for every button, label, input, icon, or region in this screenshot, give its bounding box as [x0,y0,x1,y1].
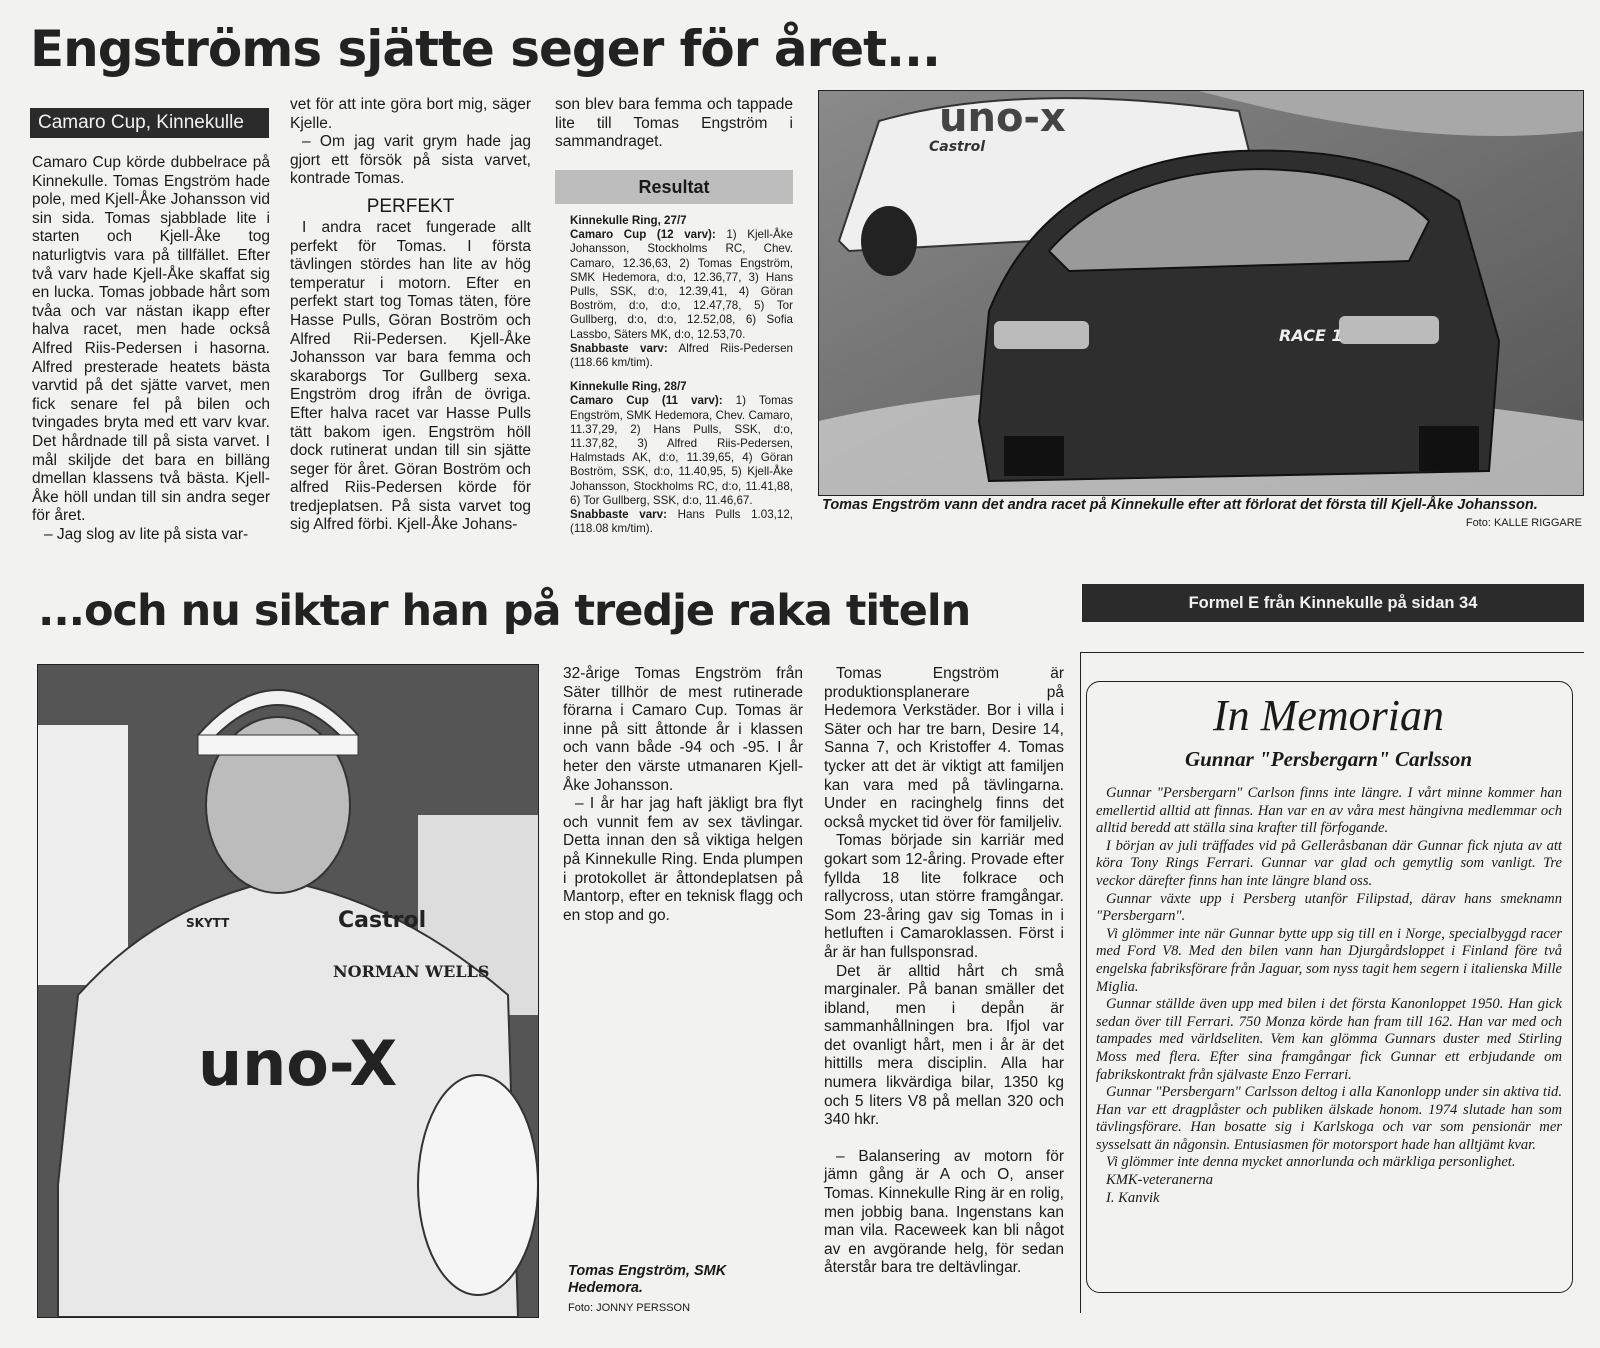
photo-text-norman-wells: NORMAN WELLS [333,962,490,981]
bottom-column-2 [824,665,1064,1278]
paragraph: Det är alltid hårt ch små marginaler. På banan smäller det ibland, men i depån är sammanhållningen bra. Ifjol var det ovanligt hårt, men i år är det hittills mera disciplin. Alla har numera likvärdiga bilar, 1350 kg och 5 liters V8 på mellan 320 och 340 hkr. [824,962,1064,1129]
paragraph: – Jag slog av lite på sista var- [44,525,249,543]
photo-text-unox: uno-x [939,95,1066,141]
top-column-3 [555,96,793,152]
race-car-image [819,91,1583,495]
photo-text-castrol: Castrol [929,139,986,155]
paragraph: Camaro Cup körde dubbelrace på Kinnekulle. Tomas Engström hade pole, med Kjell-Åke Johansson vid sin sida. Tomas sjabblade lite i starten och Kjell-Åke tog naturligtvis vara på tillfället. Efter två varv hade Kjell-Åke skaffat sig en lucka. Tomas jobbade hårt som tvåa och var nästan ikapp efter halva racet, men hade också Alfred Riis-Pedersen i hasorna. Alfred presterade heatets bästa varvtid på det sjätte varvet, men fick senare fel på bilen och tvingades bryta med ett varv kvar. Det hårdnade till på sista varvet. I mål skiljde det bara en billäng dmellan klassens två bästa. Kjell-Åke höll undan till sin andra seger för året. [32,154,270,525]
paragraph: Tomas Engström är produktionsplanerare på Hedemora Verkstäder. Bor i villa i Säter och har tre barn, Desire 14, Sanna 7, och Kristoffer 4. Tomas tycker att det är viktigt att familjen kan vara med på tävlingarna. Under en racinghelg finns det också mycket tid över för familjeliv. [824,665,1064,831]
results-race1-text: 1) Kjell-Åke Johansson, Stockholms RC, Chev. Camaro, 12.36,63, 2) Tomas Engström, SMK Hedemora, d:o, 12.36,77, 3) Hans Pulls, SSK, d:o, 12.39,41, 4) Göran Boström, d:o, d:o, 12.47,78, 5) Tor Gullberg, d:o, d:o, 12.52,08, 6) Sofia Lassbo, Säters MK, d:o, 12.53,70. [570,228,793,341]
photo-text-race1: RACE 1 [1279,326,1343,345]
results-race2-head: Kinnekulle Ring, 28/7 [570,380,687,394]
driver-portrait-image [38,665,538,1317]
bottom-headline: ...och nu siktar han på tredje raka titeln [38,586,971,636]
results-race1-class: Camaro Cup (12 varv): [570,228,716,242]
top-column-2 [290,96,531,535]
results-race1-head: Kinnekulle Ring, 27/7 [570,214,687,227]
section-label: Camaro Cup, Kinnekulle [30,108,269,138]
results-race1-fast: Alfred Riis-Pedersen (118.66 km/tim). [570,341,793,370]
paragraph: Gunnar "Persbergarn" Carlson finns inte längre. I vårt minne kommer han emellertid alltid att finnas. Han var en av våra mest hängivna medlemmar och alltid beredd att ställa sina krafter till förfogande. [1096,785,1562,837]
results-race1-fast-label: Snabbaste varv: [570,341,668,355]
photo-text-unox-suit: uno-X [198,1027,398,1100]
paragraph: – Om jag varit grym hade jag gjort ett försök på sista varvet, kontrade Tomas. [290,133,531,188]
subhead: PERFEKT [366,195,455,217]
portrait-photo [37,664,539,1318]
memoriam-signature-1: KMK-veteranerna [1106,1172,1213,1189]
results-race2-class: Camaro Cup (11 varv): [570,394,723,408]
paragraph: I början av juli träffades vid på Gelleråsbanan där Gunnar fick njuta av att köra Tony Rings Ferrari. Gunnar var glad och gemytlig som vanligt. Tre veckor därefter finns han inte längre bland oss. [1096,837,1562,889]
memoriam-title: In Memorian [1213,691,1444,740]
paragraph: Gunnar "Persbergarn" Carlsson deltog i alla Kanonlopp under sin aktiva tid. Han var ett dragplåster och publiken älskade honom. 1974 slutade han som tävlingsförare. Han bosatte sig i Karlskoga och var som pensionär mer sysselsatt än någonsin. Entusiasmen för motorsport hade han alltjämt kvar. [1096,1084,1562,1153]
paragraph: 32-årige Tomas Engström från Säter tillhör de mest rutinerade förarna i Camaro Cup. Tomas är inne på sitt åttonde år i klassen och vann både -94 och -95. I år heter den värste utmanaren Kjell-Åke Johansson. [563,665,803,794]
results-race2-text: 1) Tomas Engström, SMK Hedemora, Chev. Camaro, 11.37,29, 2) Hans Pulls, SSK, d:o, 11.37,82, 3) Alfred Riis-Pedersen, Halmstads AK, d:o, 11.39,65, 4) Göran Boström, SSK, d:o, 11.40,95, 5) Kjell-Åke Johansson, Stockholms RC, d:o, 11.41,88, 6) Tor Gullberg, SSK, d:o, 11.46,67. [570,394,793,507]
paragraph: Gunnar ställde även upp med bilen i det första Kanonloppet 1950. Han gick sedan över till Ferrari. 750 Monza körde han fram till 162. Han var med och tampades med världseliten. Vem kan glömma Gunnars duster med Stirling Moss med flera. Efter sina framgångar fick Gunnar ett erbjudande om fabrikskontrakt från självaste Enzo Ferrari. [1096,996,1562,1083]
memoriam-signature-2: I. Kanvik [1106,1189,1160,1206]
portrait-credit: Foto: JONNY PERSSON [568,1302,691,1314]
results-title: Resultat [555,170,793,204]
portrait-caption: Tomas Engström, SMK Hedemora. [568,1263,727,1296]
paragraph: – I år har jag haft jäkligt bra flyt och vunnit fem av sex tävlingar. Detta innan den så viktiga helgen på Kinnekulle Ring. Enda plumpen i protokollet är åttondeplatsen på Mantorp, efter en teknisk flagg och en stop and go. [563,795,803,924]
paragraph: Gunnar växte upp i Persberg utanför Filipstad, därav hans smeknamn "Persbergarn". [1096,890,1562,925]
photo-text-skytt: SKYTT [186,916,230,930]
paragraph: Tomas började sin karriär med gokart som 12-åring. Provade efter fyllda 18 lite folkrace och rallycross, utan större framgångar. Som 23-åring gav sig Tomas in i hetluften i Camaroklassen. Först i år är han fullsponsrad. [824,832,1064,961]
photo-text-castrol-suit: Castrol [338,908,427,933]
page-reference-banner: Formel E från Kinnekulle på sidan 34 [1082,584,1584,622]
race-photo-credit: Foto: KALLE RIGGARE [1465,517,1582,529]
results-box [570,214,793,546]
paragraph: – Balansering av motorn för jämn gång är A och O, anser Tomas. Kinnekulle Ring är en rolig, men jobbig bana. Ingenstans kan man vila. Raceweek kan bli något av en avgörande helg, för sedan återstår bara tre deltävlingar. [824,1147,1064,1277]
paragraph: Vi glömmer inte när Gunnar bytte upp sig till en i Norge, specialbyggd racer med Ford V8. Med den bilen vann han Djurgårdsloppet i Finland före två engelska fabriksförare från Jaguar, som nyss tagit hem segern i italienska Mille Miglia. [1096,925,1562,995]
race-photo-caption: Tomas Engström vann det andra racet på Kinnekulle efter att förlorat det första till Kjell-Åke Johansson. [822,497,1538,513]
race-photo [818,90,1584,496]
memoriam-text [1096,785,1562,1207]
top-column-1 [32,154,270,544]
paragraph: Vi glömmer inte denna mycket annorlunda och märkliga personlighet. [1106,1154,1516,1171]
bottom-column-1 [563,665,803,925]
results-race2-fast-label: Snabbaste varv: [570,508,667,522]
memoriam-subtitle: Gunnar "Persbergarn" Carlsson [1184,747,1473,771]
paragraph: son blev bara femma och tappade lite till Tomas Engström i sammandraget. [555,96,793,151]
paragraph: vet för att inte göra bort mig, säger Kjelle. [290,96,531,132]
top-headline: Engströms sjätte seger för året... [30,20,941,78]
results-race2-fast: Hans Pulls 1.03,12, (118.08 km/tim). [570,508,793,536]
paragraph: I andra racet fungerade allt perfekt för Tomas. I första tävlingen stördes han lite av hög temperatur i motorn. Efter en perfekt start tog Tomas täten, före Hasse Pulls, Göran Boström och Alfred Rii-Pedersen. Kjell-Åke Johansson var bara femma och skaraborgs Tor Gullberg sexa. Engström drog ifrån de övriga. Efter halva racet var Hasse Pulls tätt bakom igen. Engström höll dock rutinerat undan till sin sjätte seger för året. Göran Boström och alfred Riis-Pedersen körde för tredjeplatsen. På sista varvet tog sig Alfred förbi. Kjell-Åke Johans- [290,218,531,534]
